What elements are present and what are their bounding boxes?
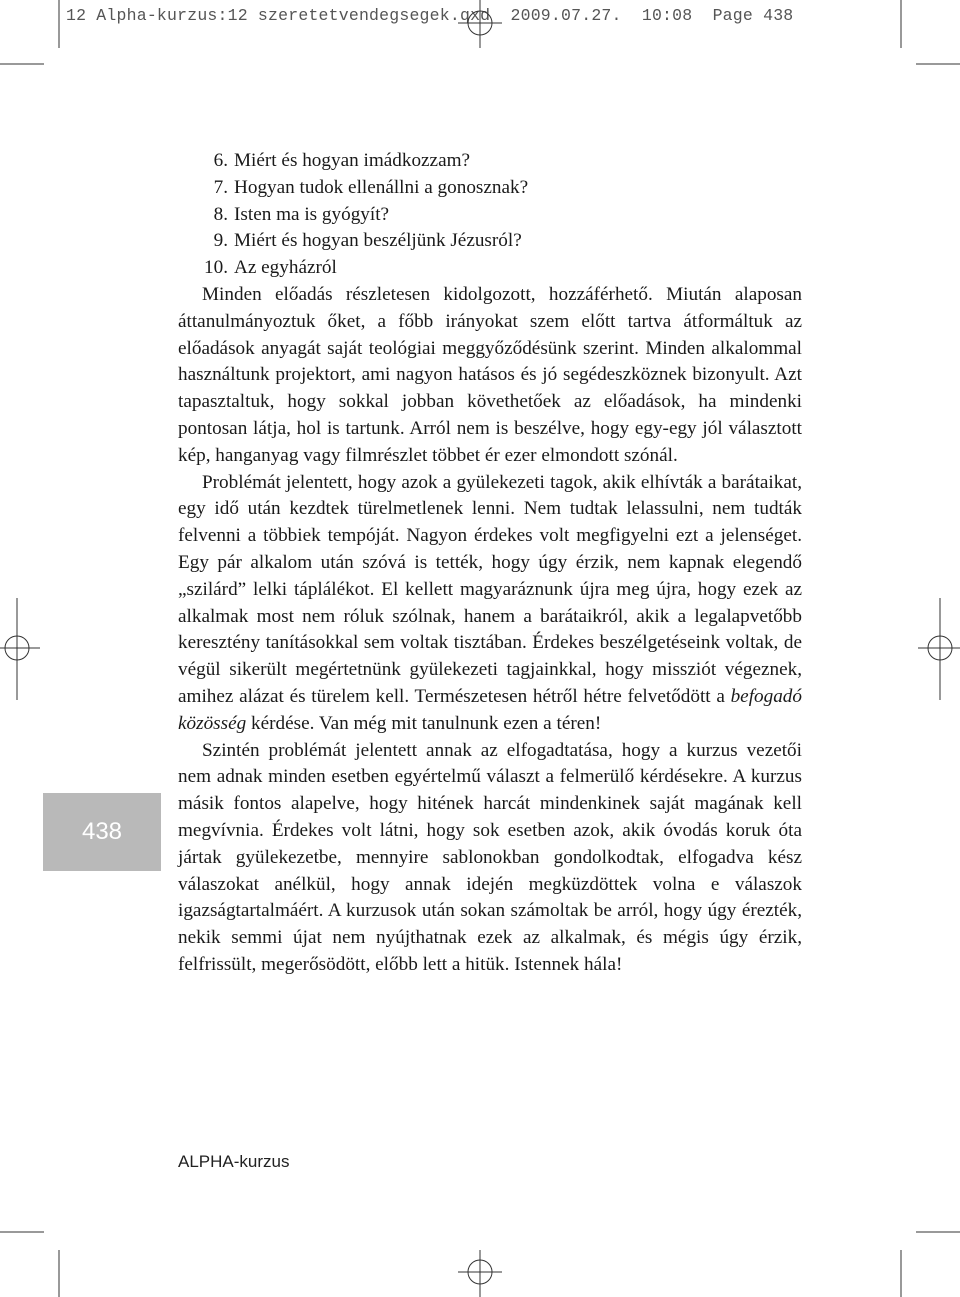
list-item: 10. Az egyházról	[204, 257, 337, 279]
emphasis-term: befogadó közösség	[178, 685, 802, 734]
slug-time: 10:08	[641, 6, 693, 25]
registration-target-left	[0, 598, 40, 700]
registration-target-top	[458, 0, 502, 48]
registration-target-bottom	[458, 1250, 502, 1297]
list-item: 8. Isten ma is gyógyít?	[213, 203, 390, 225]
slug-file: 12 Alpha-kurzus:12 szeretetvendegsegek.qxd	[66, 6, 491, 25]
page-number: 438	[81, 818, 123, 845]
list-item: 9. Miért és hogyan beszéljünk Jézusról?	[213, 230, 522, 252]
slug-page: Page 438	[712, 6, 794, 25]
list-item: 7. Hogyan tudok ellenállni a gonosznak?	[213, 176, 529, 198]
list-item: 6. Miért és hogyan imádkozzam?	[213, 150, 471, 171]
running-footer: ALPHA-kurzus	[178, 1152, 290, 1171]
registration-target-right	[918, 598, 960, 700]
slug-date: 2009.07.27.	[510, 6, 622, 25]
page-body	[178, 148, 802, 979]
paragraph-3: Szintén problémát jelentett annak az elfogadtatása, hogy a kurzus vezetői nem adnak minden esetben egyértelmű választ a felmerülő kérdésekre. A kurzus másik fontos alapelve, hogy hitének harcát mindenkinek saját magának kell megvívnia. Érdekes volt látni, hogy sok esetben azok, akik óvodás koruk óta jártak gyülekezetbe, mennyire sablonokban gondolkodtak, elfogadva kész válaszokat anélkül, hogy annak idején megküzdöttek volna e válaszok igazságtartalmáért. A kurzusok után sokan számoltak be arról, hogy úgy érezték, nekik semmi újat nem nyújthatnak ezek az alkalmak, és mégis úgy érzik, felfrissült, megerősödött, előbb lett a hitük. Istennek hála!	[178, 739, 802, 975]
paragraph-1: Minden előadás részletesen kidolgozott, hozzáférhető. Miután alaposan áttanulmányoztuk őket, a főbb irányokat szem előtt tartva átformáltuk az előadások anyagát saját teológiai meggyőződésünk szerint. Minden alkalommal használtunk projektort, ami nagyon hatásos és jó segédeszköznek bizonyult. Azt tapasztaltuk, hogy sokkal jobban követhetőek az előadások, ha mindenki pontosan látja, hol is tartunk. Arról nem is beszélve, hogy egy-egy jól választott kép, hanganyag vagy filmrészlet többet ér ezer elmondott szónál.	[178, 283, 802, 466]
page-number-tab	[43, 793, 161, 871]
paragraph-2: Problémát jelentett, hogy azok a gyülekezeti tagok, akik elhívták a barátaikat, egy idő után kezdtek türelmetlenek lenni. Nem tudtak lelassulni, nem tudták felvenni a többiek tempóját. Nagyon érdekes volt megfigyelni ezt a jelenséget. Egy pár alkalom után szóvá is tették, hogy úgy érzik, nem kapnak elegendő „szilárd” lelki táplálékot. El kellett magyaráznunk újra meg újra, hogy ezek az alkalmak most nem róluk szólnak, hanem a barátaikról, akik a legalapvetőbb keresztény tanításokkal sem voltak tisztában. Érdekes beszélgetéseink voltak, de végül sikerült megértetnünk gyülekezeti tagjainkkal, hogy missziót végeznek, amihez alázat és türelem kell. Természetesen hétről hétre felvetődött a befogadó közösség kérdése. Van még mit tanulnunk ezen a téren!	[178, 471, 802, 734]
topic-list	[178, 148, 802, 282]
